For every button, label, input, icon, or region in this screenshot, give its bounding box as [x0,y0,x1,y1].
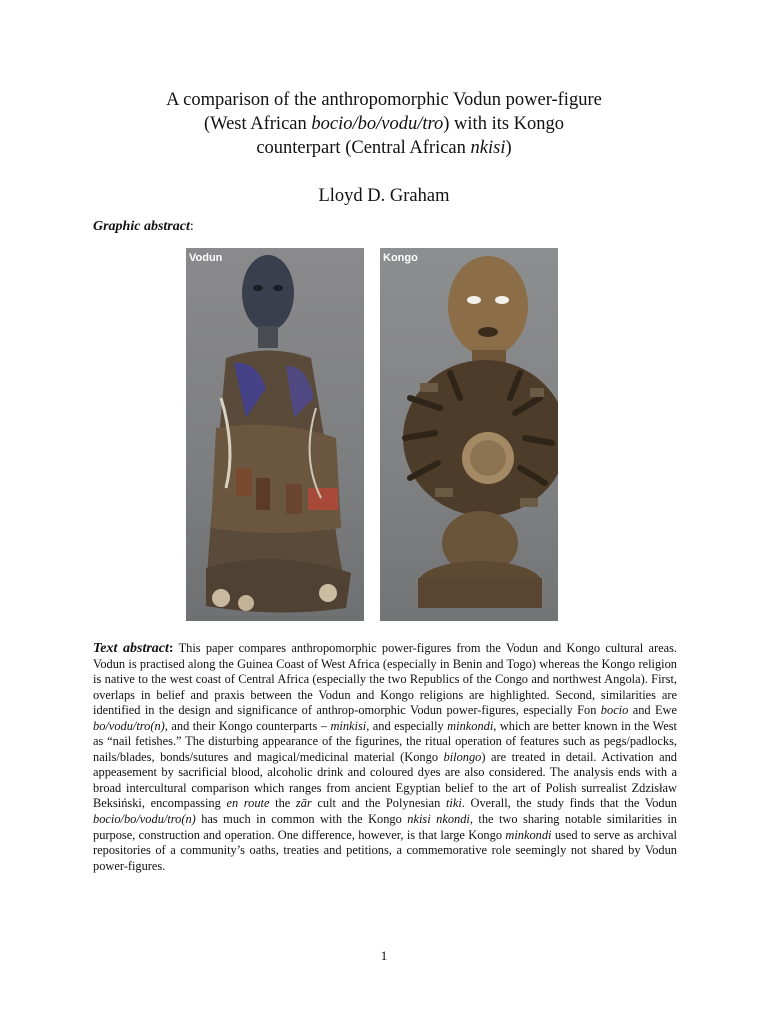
title-line-1: A comparison of the anthropomorphic Vodun power-figure [166,90,602,110]
abstract-italic-term: zār [295,796,312,811]
vodun-figure-illustration [186,248,364,621]
abstract-text-run: the [269,796,296,811]
text-abstract [93,641,677,874]
title-line-2: (West African bocio/bo/vodu/tro) with its Kongo [203,114,565,134]
title-line-3: counterpart (Central African nkisi) [256,138,512,158]
abstract-text-run: This paper compares anthropomorphic power-figures from the Vodun and Kongo cultural areas. Vodun is practised along the Guinea Coast of West Africa (especially in Benin and Togo) whereas the Kongo religion is native to the west coast of Central Africa (especially the two Republics of the Congo and northwest Angola). First, overlaps in belief and praxis between the Vodun and Kongo religions are highlighted. Second, similarities are identified in the design and significance of anthrop-omorphic Vodun power-figures, especially Fon [93,641,677,718]
abstract-italic-term: bilongo [443,749,482,764]
abstract-italic-term: minkondi [505,827,552,842]
abstract-text-run: ) are treated in detail. Activation and appeasement by sacrificial blood, alcoholic drink and coloured dyes are also considered. The analysis ends with a broad intercultural comparison which ranges from ancient Egyptian belief to the art of Polish surrealist Zdzisław Beksiński, encompassing [93,749,677,811]
text-abstract-heading: Text abstract: [93,641,174,656]
abstract-italic-term: bo/vodu/tro(n) [93,718,165,733]
abstract-italic-term: tiki [445,796,462,811]
author-name: Lloyd D. Graham [318,186,450,206]
abstract-text-run: has much in common with the Kongo [195,812,408,827]
graphic-abstract-heading: Graphic abstract: [93,219,194,234]
abstract-text-run: , which are better known in the West as “nail fetishes.” The disturbing appearance of the figurines, the ritual operation of features such as pegs/padlocks, nails/blades, bonds/sutures and magical/medicinal material (Kongo [93,718,677,764]
vodun-label: Vodun [189,252,223,264]
abstract-text-run: cult and the Polynesian [311,796,446,811]
abstract-text-run: , and especially [366,718,448,733]
abstract-italic-term: nkisi nkondi [407,812,470,827]
abstract-text-run: and Ewe [628,703,677,718]
abstract-italic-term: en route [226,796,270,811]
kongo-figure-photo [380,248,558,621]
abstract-italic-term: minkondi [447,718,494,733]
text-abstract-body [93,641,677,873]
abstract-text-run: . Overall, the study finds that the Vodun [461,796,677,811]
paper-title [0,88,768,160]
abstract-italic-term: bocio [600,703,629,718]
abstract-text-run: , the two sharing notable similarities in purpose, construction and operation. One difference, however, is that large Kongo [93,812,677,842]
abstract-text-run: used to serve as archival repositories of a community’s oaths, treaties and petitions, a commemorative role seemingly not shared by Vodun power-figures. [93,827,677,873]
abstract-italic-term: minkisi [330,718,367,733]
kongo-label: Kongo [383,252,418,264]
kongo-figure-illustration [380,248,558,621]
page-number: 1 [380,948,388,963]
abstract-text-run: , and their Kongo counterparts – [164,718,331,733]
abstract-italic-term: bocio/bo/vodu/tro(n) [93,812,196,827]
vodun-figure-photo [186,248,364,621]
